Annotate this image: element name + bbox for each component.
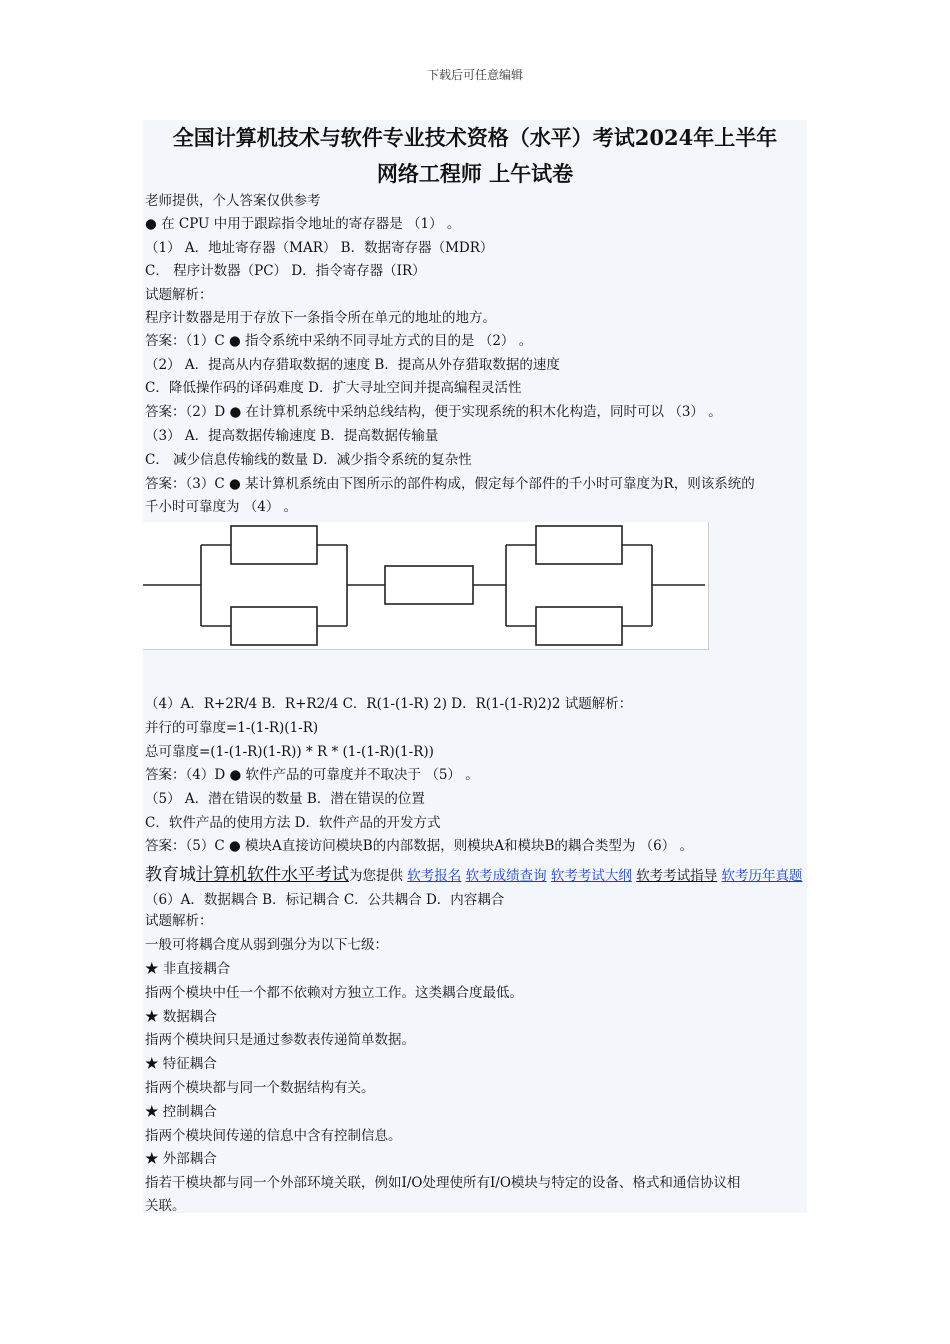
- coupling-desc-3: 指两个模块都与同一个数据结构有关。: [145, 1080, 375, 1096]
- edu-promo: [145, 863, 805, 912]
- coupling-level-3: ★ 特征耦合: [145, 1056, 217, 1072]
- answer-1-question-2: 答案：（1）C ● 指令系统中采纳不同寻址方式的目的是 （2） 。: [145, 333, 533, 349]
- options-1-ab: （1） A．地址寄存器（MAR） B．数据寄存器（MDR）: [145, 240, 494, 256]
- reliability-diagram-svg: [143, 522, 708, 649]
- coupling-desc-2: 指两个模块间只是通过参数表传递简单数据。: [145, 1032, 415, 1048]
- component-block-middle: [385, 566, 473, 604]
- options-5-ab: （5） A．潜在错误的数量 B．潜在错误的位置: [145, 791, 425, 807]
- component-block-2a: [536, 526, 622, 564]
- answer-5-question-6: 答案：（5）C ● 模块A直接访问模块B的内部数据，则模块A和模块B的耦合类型为 （6） 。: [145, 838, 694, 854]
- answer-3-question-4: 答案：（3）C ● 某计算机系统由下图所示的部件构成，假定每个部件的千小时可靠度为R，则该系统的: [145, 476, 755, 492]
- link-exam-registration[interactable]: 软考报名: [407, 868, 462, 884]
- link-score-query[interactable]: 软考成绩查询: [465, 868, 547, 884]
- options-5-cd: C．软件产品的使用方法 D．软件产品的开发方式: [145, 815, 441, 831]
- coupling-desc-5: 指若干模块都与同一个外部环境关联，例如I/O处理使所有I/O模块与特定的设备、格式和通信协议相: [145, 1175, 741, 1191]
- component-block-1b: [231, 607, 317, 645]
- page-title-line1: 全国计算机技术与软件专业技术资格（水平）考试2024年上半年: [172, 125, 778, 150]
- component-block-2b: [536, 607, 622, 645]
- options-2-cd: C．降低操作码的译码难度 D．扩大寻址空间并提高编程灵活性: [145, 380, 522, 396]
- coupling-desc-5-cont: 关联。: [145, 1198, 186, 1214]
- coupling-desc-4: 指两个模块间传递的信息中含有控制信息。: [145, 1128, 402, 1144]
- analysis-4-parallel: 并行的可靠度=1-(1-R)(1-R): [145, 720, 319, 736]
- question-1: ● 在 CPU 中用于跟踪指令地址的寄存器是 （1） 。: [145, 216, 461, 232]
- edu-brand-prefix: 教育城: [145, 865, 196, 885]
- page-title-line2: 网络工程师 上午试卷: [376, 161, 574, 186]
- options-6: （6）A．数据耦合 B．标记耦合 C．公共耦合 D．内容耦合: [145, 892, 505, 908]
- link-exam-syllabus[interactable]: 软考考试大纲: [550, 868, 632, 884]
- options-1-cd: C． 程序计数器（PC） D．指令寄存器（IR）: [145, 263, 426, 279]
- edu-brand-name[interactable]: 计算机软件水平考试: [196, 865, 349, 885]
- question-4-cont: 千小时可靠度为 （4） 。: [145, 499, 298, 515]
- edu-provides: 为您提供: [349, 868, 403, 884]
- analysis-label-6: 试题解析：: [145, 913, 213, 929]
- answer-2-question-3: 答案：（2）D ● 在计算机系统中采纳总线结构，便于实现系统的积木化构造，同时可以 （3） 。: [145, 404, 722, 420]
- component-block-1a: [231, 526, 317, 564]
- coupling-level-2: ★ 数据耦合: [145, 1009, 217, 1025]
- coupling-level-1: ★ 非直接耦合: [145, 961, 231, 977]
- analysis-1: 程序计数器是用于存放下一条指令所在单元的地址的地方。: [145, 310, 496, 326]
- analysis-label-1: 试题解析：: [145, 287, 213, 303]
- analysis-6-intro: 一般可将耦合度从弱到强分为以下七级：: [145, 937, 388, 953]
- coupling-desc-1: 指两个模块中任一个都不依赖对方独立工作。这类耦合度最低。: [145, 985, 523, 1001]
- options-2-ab: （2） A．提高从内存猎取数据的速度 B．提高从外存猎取数据的速度: [145, 357, 560, 373]
- options-4: （4）A．R+2R/4 B．R+R2/4 C．R(1-(1-R) 2) D．R(1-(1-R)2)2 试题解析：: [145, 696, 633, 712]
- header-note: 下载后可任意编辑: [426, 68, 523, 82]
- intro-note: 老师提供，个人答案仅供参考: [145, 193, 321, 209]
- analysis-4-total: 总可靠度=(1-(1-R)(1-R)) * R * (1-(1-R)(1-R)): [145, 744, 434, 760]
- answer-4-question-5: 答案：（4）D ● 软件产品的可靠度并不取决于 （5） 。: [145, 767, 479, 783]
- coupling-level-5: ★ 外部耦合: [145, 1151, 217, 1167]
- options-3-cd: C． 减少信息传输线的数量 D．减少指令系统的复杂性: [145, 452, 472, 468]
- reliability-diagram: [143, 522, 709, 650]
- options-3-ab: （3） A．提高数据传输速度 B．提高数据传输量: [145, 428, 439, 444]
- coupling-level-4: ★ 控制耦合: [145, 1104, 217, 1120]
- link-past-papers[interactable]: 软考历年真题: [721, 868, 803, 884]
- link-exam-guide[interactable]: 软考考试指导: [636, 868, 718, 884]
